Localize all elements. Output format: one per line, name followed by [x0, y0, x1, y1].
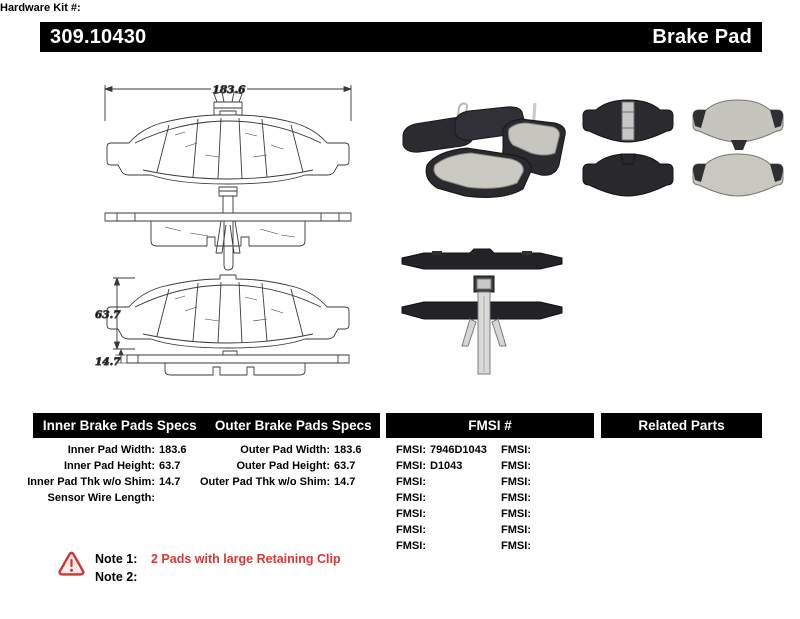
- table-row: Hardware Kit #:: [0, 2, 81, 14]
- table-row: FMSI:: [501, 444, 531, 456]
- note-2: [95, 568, 341, 586]
- related-parts-column: [0, 0, 800, 16]
- notes-section: [95, 550, 341, 586]
- table-row: Inner Pad Thk w/o Shim: 14.7: [27, 476, 181, 488]
- specs-table-header: [33, 413, 380, 438]
- drawing-edge-view: [95, 350, 349, 375]
- inner-specs-title: Inner Brake Pads Specs: [42, 418, 197, 433]
- product-name: Brake Pad: [652, 25, 752, 48]
- outer-specs-column: [200, 442, 386, 490]
- table-row: FMSI:: [396, 508, 426, 520]
- note-1: [95, 550, 341, 568]
- table-row: Outer Pad Thk w/o Shim: 14.7: [200, 476, 356, 488]
- table-row: FMSI:: [396, 524, 426, 536]
- header-bar: [40, 22, 762, 52]
- table-row: FMSI:: [501, 460, 531, 472]
- fmsi-column-1: [392, 442, 487, 554]
- dimension-height: [95, 278, 135, 349]
- table-row: FMSI:: [501, 508, 531, 520]
- drawing-front-view: [107, 111, 349, 184]
- inner-specs-column: [25, 442, 211, 506]
- dim-height-label: 63.7: [95, 309, 121, 321]
- table-row: Sensor Wire Length:: [47, 492, 155, 504]
- note-1-text: 2 Pads with large Retaining Clip: [151, 552, 341, 566]
- photo-pads-flat: [575, 90, 790, 202]
- table-row: FMSI:: [396, 492, 426, 504]
- table-row: FMSI:: [501, 476, 531, 488]
- note-1-label: Note 1:: [95, 552, 138, 566]
- dim-width-label: 183.6: [212, 84, 246, 96]
- table-row: FMSI:: [501, 492, 531, 504]
- drawing-top-view: [105, 187, 351, 270]
- part-number: 309.10430: [50, 25, 147, 48]
- table-row: Inner Pad Width: 183.6: [67, 444, 187, 456]
- table-row: FMSI:: [501, 524, 531, 536]
- table-row: Inner Pad Height: 63.7: [63, 460, 181, 472]
- table-row: Outer Pad Height: 63.7: [236, 460, 356, 472]
- photo-pad-edge-clip: [398, 272, 568, 384]
- related-parts-table-header: [601, 413, 762, 438]
- table-row: FMSI:: [396, 476, 426, 488]
- fmsi-table-header: [386, 413, 594, 438]
- table-row: FMSI: D1043: [396, 460, 463, 472]
- outer-specs-title: Outer Brake Pads Specs: [214, 418, 372, 433]
- technical-drawing: [95, 75, 365, 385]
- fmsi-column-2: [497, 442, 587, 554]
- related-parts-title: Related Parts: [638, 418, 725, 433]
- photo-pads-angled: [395, 95, 575, 207]
- fmsi-title: FMSI #: [468, 418, 512, 433]
- table-row: Outer Pad Width: 183.6: [240, 444, 362, 456]
- photo-pad-edge: [398, 245, 568, 275]
- note-2-label: Note 2:: [95, 570, 138, 584]
- table-row: FMSI:: [501, 540, 531, 552]
- dim-thickness-label: 14.7: [95, 356, 121, 368]
- table-row: FMSI:: [396, 540, 426, 552]
- table-row: FMSI: 7946D1043: [396, 444, 487, 456]
- warning-icon: [58, 551, 85, 576]
